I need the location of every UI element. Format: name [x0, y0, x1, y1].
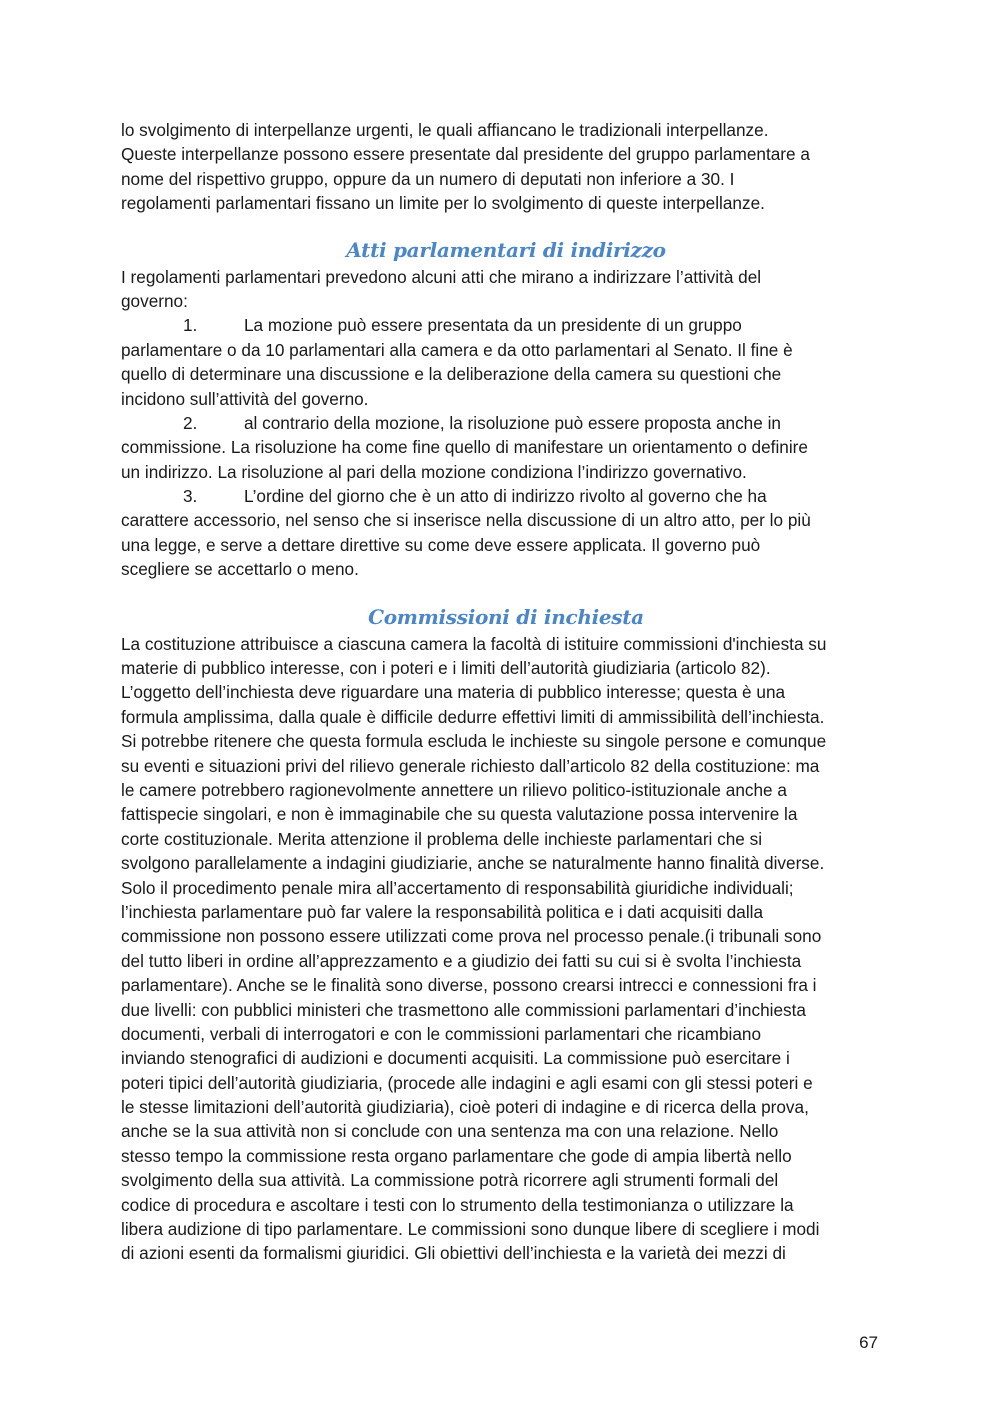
- text-line: L’ordine del giorno che è un atto di indirizzo rivolto al governo che ha: [244, 486, 767, 507]
- text-line: regolamenti parlamentari fissano un limite per lo svolgimento di queste interpellanze.: [121, 193, 765, 214]
- list-number: 3.: [183, 486, 198, 507]
- text-line: lo svolgimento di interpellanze urgenti, le quali affiancano le tradizionali interpellanze.: [121, 120, 769, 140]
- text-line: su eventi e situazioni privi del rilievo generale richiesto dall’articolo 82 della costituzione: ma: [121, 755, 820, 776]
- text-line: formula amplissima, dalla quale è difficile dedurre effettivi limiti di ammissibilità dell’inchiesta.: [121, 706, 825, 727]
- list-item-mozione: [121, 313, 891, 411]
- text-line: fattispecie singolari, e non è immaginabile che su questa valutazione possa intervenire la: [121, 804, 798, 825]
- section-heading-atti-parlamentari: Atti parlamentari di indirizzo: [346, 237, 666, 262]
- intro-paragraph: [121, 118, 891, 216]
- text-line: documenti, verbali di interrogatori e con le commissioni parlamentari che ricambiano: [121, 1023, 762, 1044]
- section2-paragraph: [121, 632, 891, 1266]
- list-number: 1.: [183, 315, 198, 336]
- text-line: quello di determinare una discussione e la deliberazione della camera su questioni che: [121, 364, 782, 385]
- text-line: svolgono parallelamente a indagini giudiziarie, anche se naturalmente hanno finalità diverse.: [121, 853, 825, 874]
- text-line: inviando stenografici di audizioni e documenti acquisiti. La commissione può esercitare i: [121, 1048, 790, 1069]
- text-line: svolgimento della sua attività. La commissione potrà ricorrere agli strumenti formali del: [121, 1170, 779, 1191]
- text-line: poteri tipici dell’autorità giudiziaria, (procede alle indagini e agli esami con gli stessi poteri e: [121, 1072, 813, 1093]
- text-line: le camere potrebbero ragionevolmente annettere un rilievo politico-istituzionale anche a: [121, 779, 787, 800]
- text-line: Queste interpellanze possono essere presentate dal presidente del gruppo parlamentare a: [121, 144, 810, 165]
- text-line: l’inchiesta parlamentare può far valere la responsabilità politica e i dati acquisiti dalla: [121, 901, 764, 922]
- text-line: scegliere se accettarlo o meno.: [121, 559, 359, 580]
- text-line: due livelli: con pubblici ministeri che trasmettono alle commissioni parlamentari d’inchiesta: [121, 999, 806, 1020]
- section1-intro: [121, 265, 891, 314]
- text-line: La mozione può essere presentata da un presidente di un gruppo: [244, 315, 742, 336]
- text-line: parlamentare). Anche se le finalità sono diverse, possono crearsi intrecci e connessioni fra i: [121, 975, 817, 996]
- text-line: libera audizione di tipo parlamentare. Le commissioni sono dunque libere di scegliere i modi: [121, 1219, 820, 1240]
- list-item-risoluzione: [121, 411, 891, 484]
- text-line: di azioni esenti da formalismi giuridici. Gli obiettivi dell’inchiesta e la varietà dei mezzi di: [121, 1243, 786, 1264]
- text-line: Si potrebbe ritenere che questa formula escluda le inchieste su singole persone e comunque: [121, 731, 827, 752]
- list-item-ordine-del-giorno: [121, 484, 891, 582]
- text-line: del tutto liberi in ordine all’apprezzamento e a giudizio dei fatti su cui si è svolta l’inchiesta: [121, 950, 802, 971]
- text-line: stesso tempo la commissione resta organo parlamentare che gode di ampia libertà nello: [121, 1145, 792, 1166]
- text-line: Solo il procedimento penale mira all’accertamento di responsabilità giuridiche individuali;: [121, 877, 794, 898]
- text-line: al contrario della mozione, la risoluzione può essere proposta anche in: [244, 412, 781, 433]
- section-heading-commissioni-inchiesta: Commissioni di inchiesta: [368, 604, 644, 629]
- text-line: governo:: [121, 290, 188, 311]
- text-line: commissione non possono essere utilizzati come prova nel processo penale.(i tribunali sono: [121, 926, 822, 947]
- text-line: commissione. La risoluzione ha come fine quello di manifestare un orientamento o definire: [121, 437, 808, 458]
- list-number: 2.: [183, 412, 198, 433]
- text-line: carattere accessorio, nel senso che si inserisce nella discussione di un altro atto, per lo più: [121, 510, 811, 531]
- text-line: parlamentare o da 10 parlamentari alla camera e da otto parlamentari al Senato. Il fine è: [121, 339, 793, 360]
- text-line: un indirizzo. La risoluzione al pari della mozione condiziona l’indirizzo governativo.: [121, 461, 747, 482]
- text-line: incidono sull’attività del governo.: [121, 388, 369, 409]
- text-line: codice di procedura e ascoltare i testi con lo strumento della testimonianza o utilizzare la: [121, 1194, 794, 1215]
- page-number: 67: [859, 1333, 878, 1352]
- text-line: materie di pubblico interesse, con i poteri e i limiti dell’autorità giudiziaria (articolo 82).: [121, 658, 771, 679]
- text-line: le stesse limitazioni dell’autorità giudiziaria), cioè poteri di indagine e di ricerca della prova,: [121, 1097, 809, 1118]
- numbered-list: [121, 313, 891, 581]
- text-line: anche se la sua attività non si conclude con una sentenza ma con una relazione. Nello: [121, 1121, 779, 1142]
- text-line: una legge, e serve a dettare direttive su come deve essere applicata. Il governo può: [121, 534, 761, 555]
- text-line: corte costituzionale. Merita attenzione il problema delle inchieste parlamentari che si: [121, 828, 763, 849]
- text-line: nome del rispettivo gruppo, oppure da un numero di deputati non inferiore a 30. I: [121, 168, 735, 189]
- text-line: L’oggetto dell’inchiesta deve riguardare una materia di pubblico interesse; questa è una: [121, 682, 786, 703]
- text-line: La costituzione attribuisce a ciascuna camera la facoltà di istituire commissioni d'inchiesta su: [121, 633, 827, 654]
- page-body: [121, 118, 891, 1266]
- text-line: I regolamenti parlamentari prevedono alcuni atti che mirano a indirizzare l’attività del: [121, 266, 762, 287]
